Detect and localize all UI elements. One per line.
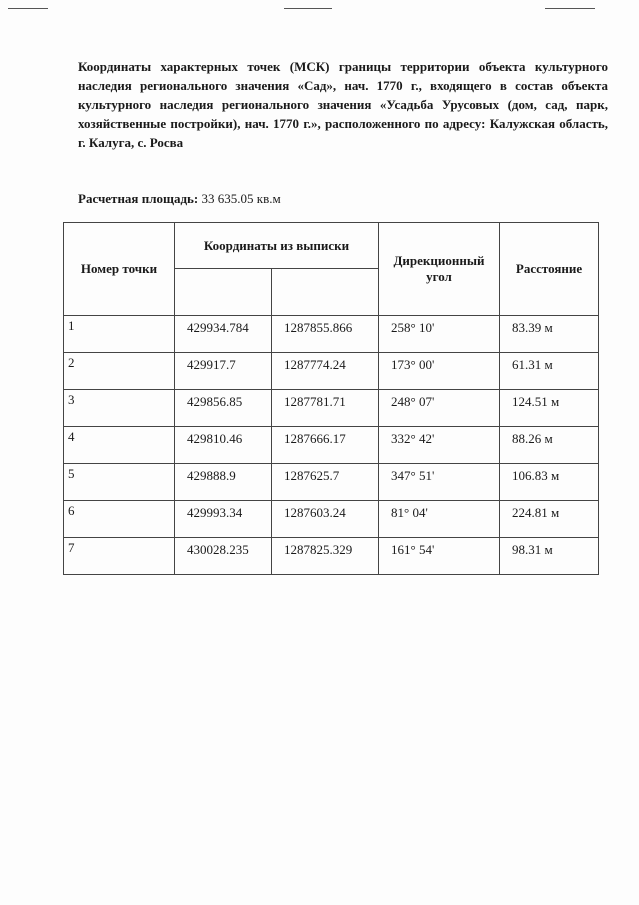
cell-distance: 61.31 м: [500, 353, 599, 390]
cell-point-number: 6: [64, 501, 175, 538]
cell-coordinate-y: 1287666.17: [272, 427, 379, 464]
area-value: 33 635.05 кв.м: [201, 191, 281, 206]
cell-coordinate-y: 1287625.7: [272, 464, 379, 501]
scan-artifact-line: [284, 8, 332, 9]
area-label: Расчетная площадь:: [78, 191, 199, 206]
cell-point-number: 4: [64, 427, 175, 464]
cell-coordinate-y: 1287603.24: [272, 501, 379, 538]
cell-direction-angle: 347° 51': [379, 464, 500, 501]
cell-point-number: 1: [64, 316, 175, 353]
cell-coordinate-x: 429810.46: [175, 427, 272, 464]
table-row: [64, 501, 599, 538]
cell-distance: 98.31 м: [500, 538, 599, 575]
cell-distance: 106.83 м: [500, 464, 599, 501]
header-coordinates: [175, 223, 379, 269]
table-header-row: [64, 223, 599, 269]
cell-coordinate-x: 429934.784: [175, 316, 272, 353]
cell-distance: 83.39 м: [500, 316, 599, 353]
cell-point-number: 3: [64, 390, 175, 427]
cell-distance: 88.26 м: [500, 427, 599, 464]
header-distance: Расстояние: [500, 223, 599, 316]
table-body: [64, 316, 599, 575]
header-point-number: Номер точки: [64, 223, 175, 316]
cell-distance: 124.51 м: [500, 390, 599, 427]
cell-point-number: 5: [64, 464, 175, 501]
cell-coordinate-x: 430028.235: [175, 538, 272, 575]
table-row: [64, 464, 599, 501]
cell-coordinate-y: 1287855.866: [272, 316, 379, 353]
cell-direction-angle: 161° 54': [379, 538, 500, 575]
cell-distance: 224.81 м: [500, 501, 599, 538]
cell-coordinate-y: 1287774.24: [272, 353, 379, 390]
cell-coordinate-x: 429993.34: [175, 501, 272, 538]
cell-coordinate-x: 429917.7: [175, 353, 272, 390]
cell-coordinate-x: 429888.9: [175, 464, 272, 501]
scan-artifact-line: [545, 8, 595, 9]
header-direction-angle: Дирекционный угол: [379, 223, 500, 316]
cell-direction-angle: 81° 04': [379, 501, 500, 538]
cell-coordinate-y: 1287781.71: [272, 390, 379, 427]
area-line: [78, 191, 281, 207]
header-coordinates-label: Координаты из выписки: [203, 237, 350, 253]
table-row: [64, 427, 599, 464]
cell-coordinate-x: 429856.85: [175, 390, 272, 427]
cell-direction-angle: 173° 00': [379, 353, 500, 390]
scan-artifact-line: [8, 8, 48, 9]
table-row: [64, 316, 599, 353]
cell-point-number: 7: [64, 538, 175, 575]
cell-point-number: 2: [64, 353, 175, 390]
cell-coordinate-y: 1287825.329: [272, 538, 379, 575]
table-row: [64, 353, 599, 390]
table-row: [64, 390, 599, 427]
cell-direction-angle: 248° 07': [379, 390, 500, 427]
cell-direction-angle: 332° 42': [379, 427, 500, 464]
coordinates-table: [63, 222, 599, 575]
document-title: Координаты характерных точек (МСК) границы территории объекта культурного наследия регионального значения «Сад», нач. 1770 г., входящего в состав объекта культурного наследия регионального значения «Усадьба Урусовых (дом, сад, парк, хозяйственные постройки), нач. 1770 г.», расположенного по адресу: Калужская область, г. Калуга, с. Росва: [78, 59, 608, 150]
cell-direction-angle: 258° 10': [379, 316, 500, 353]
subheader-x: [175, 269, 272, 316]
table-row: [64, 538, 599, 575]
subheader-y: [272, 269, 379, 316]
